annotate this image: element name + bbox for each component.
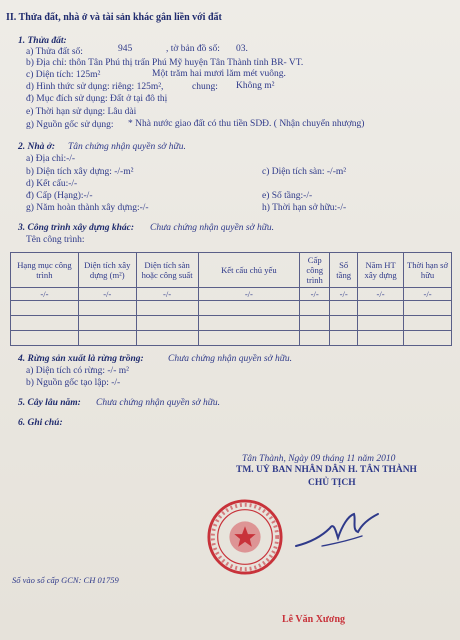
forest-heading-note: Chưa chứng nhận quyền sở hữu. [168, 354, 293, 364]
parcel-label: a) Thửa đất số: [26, 47, 83, 57]
col-header: Diện tích xây dựng (m²) [78, 253, 136, 288]
use-form-common-value: Không m² [236, 81, 275, 91]
house-address: a) Địa chỉ:-/- [26, 154, 76, 164]
house-year: g) Năm hoàn thành xây dựng:-/- [26, 203, 149, 213]
table-cell: -/- [404, 288, 452, 301]
signature-icon [292, 506, 382, 556]
land-term: e) Thời hạn sử dụng: Lâu dài [26, 107, 137, 117]
house-term: h) Thời hạn sở hữu:-/- [262, 203, 347, 213]
other-subtitle: Tên công trình: [26, 235, 85, 245]
land-address: b) Địa chỉ: thôn Tân Phú thị trấn Phú Mỹ huyện Tân Thành tỉnh BR- VT. [26, 58, 304, 68]
house-heading-note: Tân chứng nhận quyền sở hữu. [68, 142, 186, 152]
house-build-area: b) Diện tích xây dựng: -/-m² [26, 167, 134, 177]
house-grade: đ) Cấp (Hạng):-/- [26, 191, 93, 201]
table-cell: -/- [136, 288, 198, 301]
sign-org: TM. UỶ BAN NHÂN DÂN H. TÂN THÀNH [236, 465, 417, 475]
official-seal-icon [206, 498, 284, 576]
signer-name: Lê Văn Xương [282, 614, 346, 625]
sign-date: Tân Thành, Ngày 09 tháng 11 năm 2010 [242, 454, 396, 464]
table-cell: -/- [11, 288, 79, 301]
col-header: Kết cấu chủ yếu [198, 253, 300, 288]
col-header: Năm HT xây dựng [358, 253, 404, 288]
house-heading: 2. Nhà ở: [18, 142, 56, 152]
registry-number: Số vào sổ cấp GCN: CH 01759 [12, 575, 119, 585]
notes-heading: 6. Ghi chú: [18, 418, 63, 428]
house-floors: e) Số tầng:-/- [262, 191, 313, 201]
forest-area: a) Diện tích có rừng: -/- m² [26, 366, 129, 376]
land-area-words: Một trăm hai mươi lăm mét vuông. [152, 69, 286, 79]
col-header: Thời hạn sở hữu [404, 253, 452, 288]
table-cell: -/- [358, 288, 404, 301]
table-cell: -/- [330, 288, 358, 301]
house-structure: d) Kết cấu:-/- [26, 179, 78, 189]
sign-role: CHỦ TỊCH [308, 478, 356, 488]
other-heading: 3. Công trình xây dựng khác: [18, 223, 135, 233]
use-form: d) Hình thức sử dụng: riêng: 125m², [26, 82, 164, 92]
forest-heading: 4. Rừng sản xuất là rừng trồng: [18, 354, 144, 364]
col-header: Cấp công trình [300, 253, 330, 288]
origin-label: g) Nguồn gốc sử dụng: [26, 120, 114, 130]
col-header: Diện tích sàn hoặc công suất [136, 253, 198, 288]
trees-heading-note: Chưa chứng nhận quyền sở hữu. [96, 398, 221, 408]
land-area: c) Diện tích: 125m² [26, 70, 101, 80]
land-heading: 1. Thửa đất: [18, 36, 67, 46]
col-header: Hạng mục công trình [11, 253, 79, 288]
use-form-common-label: chung: [192, 82, 218, 92]
map-label: , tờ bản đồ số: [166, 44, 220, 54]
other-heading-note: Chưa chứng nhận quyền sở hữu. [150, 223, 275, 233]
table-cell: -/- [198, 288, 300, 301]
section-title: II. Thửa đất, nhà ở và tài sản khác gắn liền với đất [6, 12, 222, 23]
map-number: 03. [236, 44, 248, 54]
trees-heading: 5. Cây lâu năm: [18, 398, 81, 408]
table-cell: -/- [78, 288, 136, 301]
col-header: Số tầng [330, 253, 358, 288]
forest-origin: b) Nguồn gốc tạo lập: -/- [26, 378, 121, 388]
origin-value: * Nhà nước giao đất có thu tiền SDĐ. ( Nhận chuyển nhượng) [128, 119, 365, 129]
land-purpose: đ) Mục đích sử dụng: Đất ở tại đô thị [26, 94, 168, 104]
house-floor-area: c) Diện tích sàn: -/-m² [262, 167, 347, 177]
other-works-table [10, 252, 452, 346]
parcel-number: 945 [118, 44, 133, 54]
table-cell: -/- [300, 288, 330, 301]
